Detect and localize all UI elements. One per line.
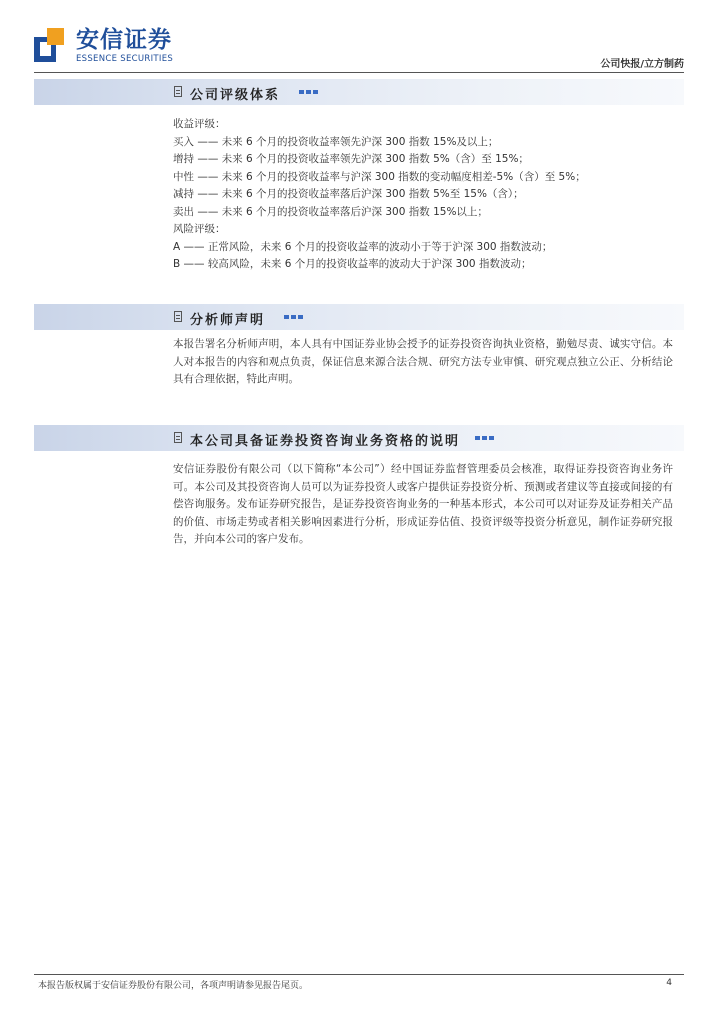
qualification-text: 安信证券股份有限公司（以下简称“本公司”）经中国证券监督管理委员会核准，取得证券投资咨询业务许可。本公司及其投资咨询人员可以为证券投资人或客户提供证券投资分析、预测或者建议等直接或间接的有偿咨询服务。发布证券研究报告，是证券投资咨询业务的一种基本形式，本公司可以对证券及证券相关产品的价值、市场走势或者相关影响因素进行分析，形成证券估值、投资评级等投资分析意见，制作证券研究报告，并向本公司的客户发布。 — [173, 463, 673, 545]
rating-line: A —— 正常风险，未来 6 个月的投资收益率的波动小于等于沪深 300 指数波动； — [173, 240, 553, 253]
logo-english-name: ESSENCE SECURITIES — [76, 54, 174, 64]
footer-divider — [34, 974, 684, 975]
section-title: 公司评级体系 — [190, 88, 281, 103]
analyst-statement — [173, 336, 673, 389]
page-number: 4 — [666, 978, 672, 988]
document-icon — [174, 86, 182, 97]
company-logo — [34, 26, 194, 66]
decorative-dots-icon — [284, 315, 305, 319]
rating-line: 卖出 —— 未来 6 个月的投资收益率落后沪深 300 指数 15%以上； — [173, 205, 488, 218]
rating-line: 增持 —— 未来 6 个月的投资收益率领先沪深 300 指数 5%（含）至 15%； — [173, 153, 529, 165]
decorative-dots-icon — [299, 90, 320, 94]
analyst-statement-text: 本报告署名分析师声明，本人具有中国证券业协会授予的证券投资咨询执业资格，勤勉尽责、诚实守信。本人对本报告的内容和观点负责，保证信息来源合法合规、研究方法专业审慎、研究观点独立公正、分析结论具有合理依据，特此声明。 — [173, 338, 673, 385]
logo-chinese-name: 安信证券 — [76, 27, 172, 53]
decorative-dots-icon — [475, 436, 496, 440]
footer-copyright: 本报告版权属于安信证券股份有限公司，各项声明请参见报告尾页。 — [38, 981, 309, 991]
rating-line: 中性 —— 未来 6 个月的投资收益率与沪深 300 指数的变动幅度相差-5%（含）至 5%； — [173, 170, 586, 183]
section-header-qualification — [34, 425, 684, 451]
section-header-rating — [34, 79, 684, 105]
rating-line: B —— 较高风险，未来 6 个月的投资收益率的波动大于沪深 300 指数波动； — [173, 258, 532, 270]
qualification-statement — [173, 461, 673, 549]
document-icon — [174, 432, 182, 443]
rating-line: 收益评级： — [173, 118, 226, 130]
section-title: 本公司具备证券投资咨询业务资格的说明 — [190, 434, 461, 449]
section-title: 分析师声明 — [190, 313, 266, 328]
rating-definitions — [173, 116, 673, 274]
rating-line: 减持 —— 未来 6 个月的投资收益率落后沪深 300 指数 5%至 15%（含）； — [173, 188, 524, 200]
rating-line: 买入 —— 未来 6 个月的投资收益率领先沪深 300 指数 15%及以上； — [173, 135, 499, 148]
section-header-analyst — [34, 304, 684, 330]
report-type-label: 公司快报/立方制药 — [600, 59, 684, 70]
header-divider — [34, 72, 684, 73]
logo-mark-icon — [34, 28, 68, 62]
document-icon — [174, 311, 182, 322]
rating-line: 风险评级： — [173, 223, 226, 235]
